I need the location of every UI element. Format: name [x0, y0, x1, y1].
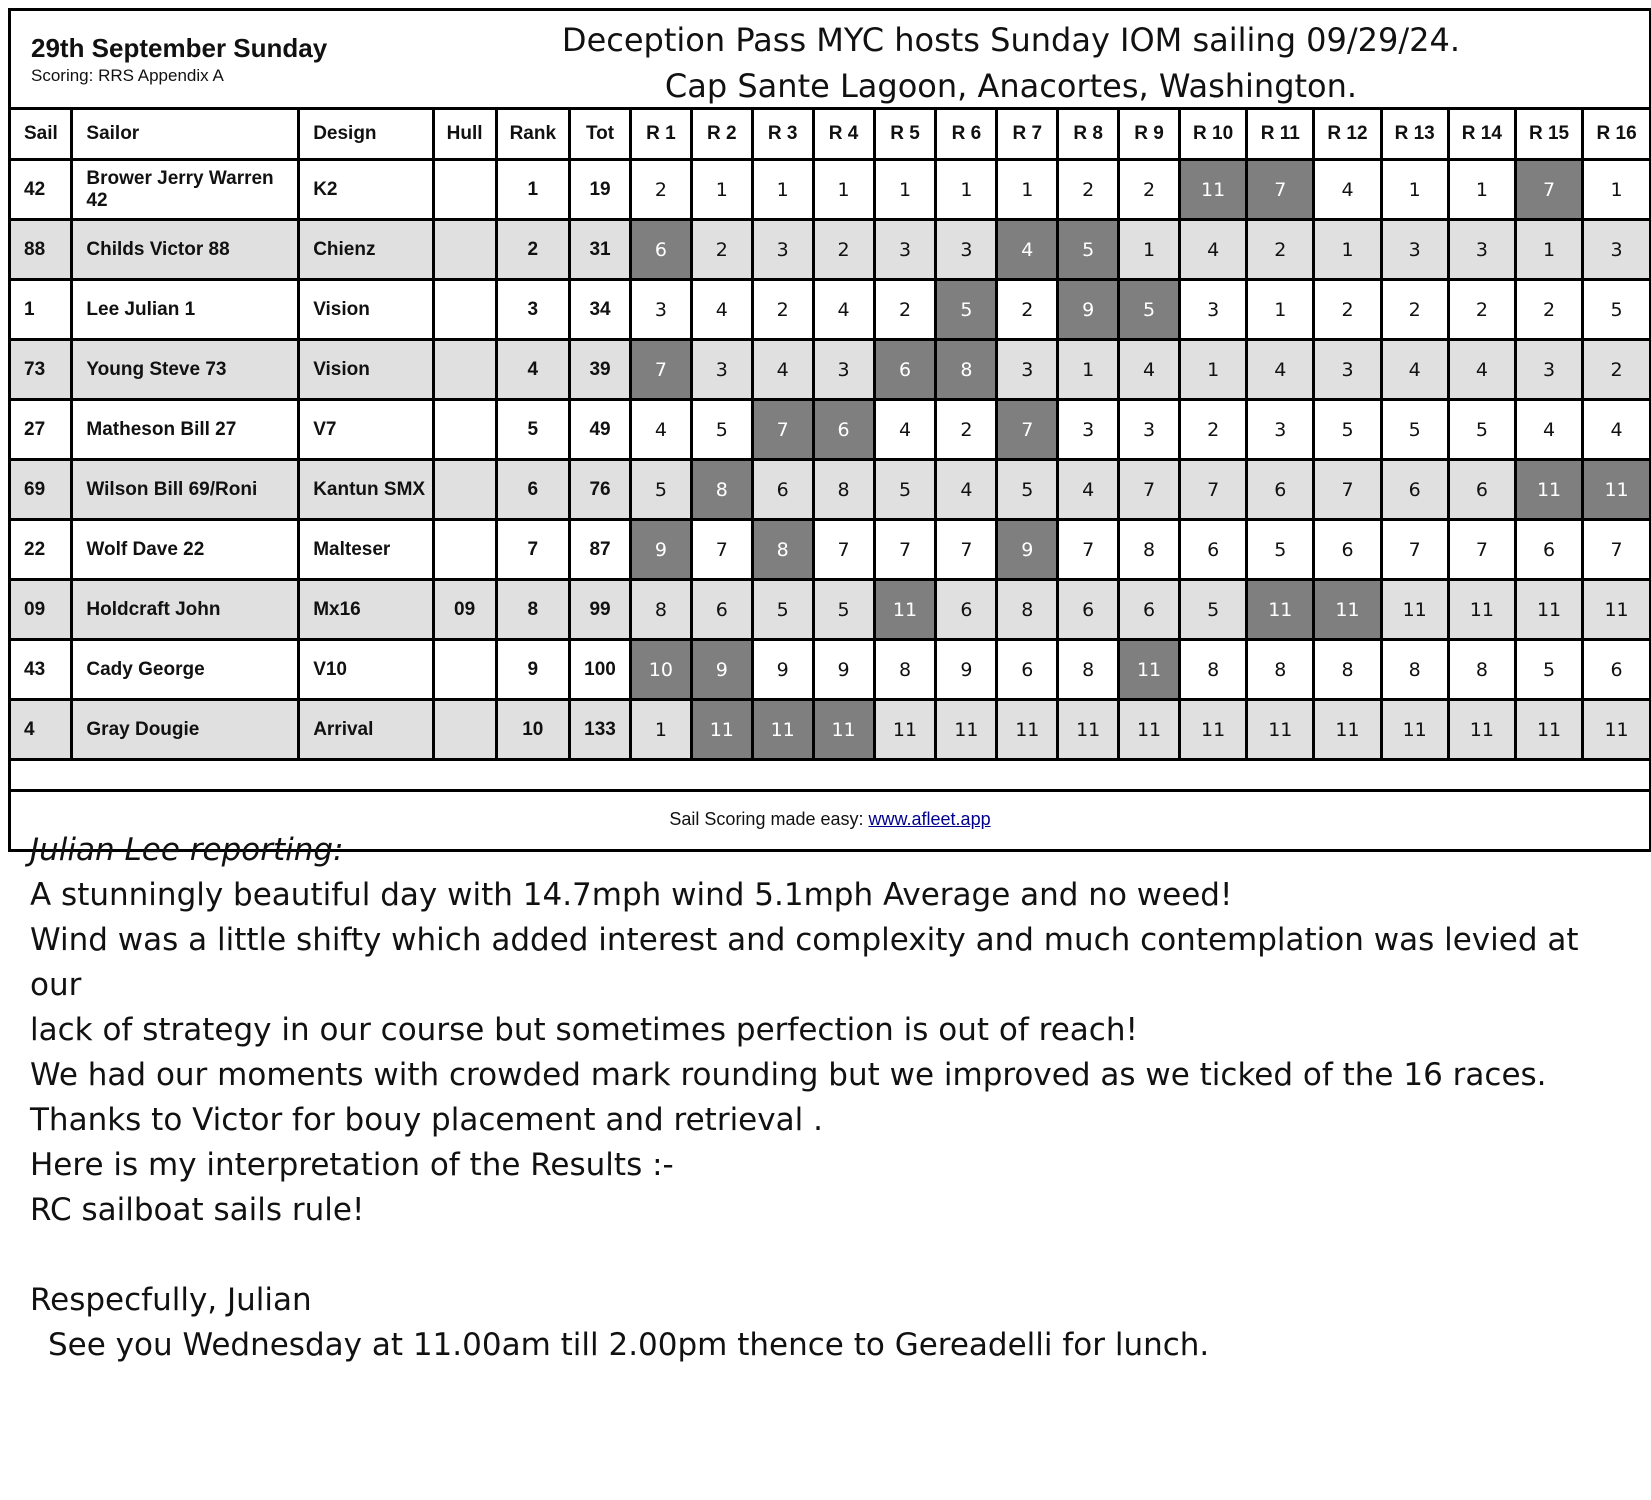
- race-score: 6: [691, 580, 752, 640]
- race-score: 8: [630, 580, 691, 640]
- race-score: 6: [936, 580, 997, 640]
- table-row: [11, 520, 1649, 580]
- total-cell: 31: [570, 220, 631, 280]
- race-score: 4: [752, 340, 813, 400]
- race-score: 2: [1583, 340, 1649, 400]
- race-score: 3: [1515, 340, 1582, 400]
- sailor-cell: Holdcraft John: [72, 580, 299, 640]
- race-score: 11: [1515, 700, 1582, 760]
- column-header: R 13: [1381, 109, 1448, 160]
- discarded-race-score: 11: [1314, 580, 1381, 640]
- race-report: [30, 828, 1630, 1368]
- race-score: 8: [1247, 640, 1314, 700]
- race-score: 1: [813, 160, 874, 220]
- rank-cell: 6: [496, 460, 570, 520]
- race-score: 6: [752, 460, 813, 520]
- race-score: 11: [997, 700, 1058, 760]
- column-header: Sailor: [72, 109, 299, 160]
- race-score: 1: [1381, 160, 1448, 220]
- results-sheet: [8, 8, 1651, 852]
- race-score: 9: [936, 640, 997, 700]
- column-header: Design: [299, 109, 433, 160]
- column-header: Tot: [570, 109, 631, 160]
- column-header: R 1: [630, 109, 691, 160]
- race-score: 5: [997, 460, 1058, 520]
- race-score: 5: [1381, 400, 1448, 460]
- race-score: 11: [1058, 700, 1119, 760]
- race-score: 5: [752, 580, 813, 640]
- rank-cell: 10: [496, 700, 570, 760]
- race-score: 1: [1247, 280, 1314, 340]
- race-score: 7: [874, 520, 936, 580]
- race-score: 3: [1180, 280, 1247, 340]
- race-score: 4: [874, 400, 936, 460]
- race-score: 1: [630, 700, 691, 760]
- sailor-cell: Young Steve 73: [72, 340, 299, 400]
- discarded-race-score: 11: [752, 700, 813, 760]
- sailor-cell: Childs Victor 88: [72, 220, 299, 280]
- column-header: R 3: [752, 109, 813, 160]
- race-score: 1: [997, 160, 1058, 220]
- discarded-race-score: 10: [630, 640, 691, 700]
- race-score: 3: [997, 340, 1058, 400]
- report-line: Here is my interpretation of the Results :-: [30, 1147, 674, 1183]
- column-header: Hull: [433, 109, 496, 160]
- race-score: 11: [1515, 580, 1582, 640]
- race-score: 11: [1314, 700, 1381, 760]
- rank-cell: 3: [496, 280, 570, 340]
- report-line: RC sailboat sails rule!: [30, 1192, 365, 1228]
- race-score: 6: [1058, 580, 1119, 640]
- race-score: 4: [1058, 460, 1119, 520]
- discarded-race-score: 7: [1515, 160, 1582, 220]
- race-score: 2: [936, 400, 997, 460]
- discarded-race-score: 5: [936, 280, 997, 340]
- race-score: 5: [630, 460, 691, 520]
- race-score: 8: [1058, 640, 1119, 700]
- column-header: Rank: [496, 109, 570, 160]
- rank-cell: 4: [496, 340, 570, 400]
- race-score: 4: [936, 460, 997, 520]
- hull-cell: [433, 640, 496, 700]
- column-header: R 9: [1119, 109, 1180, 160]
- race-score: 6: [1583, 640, 1649, 700]
- race-score: 1: [752, 160, 813, 220]
- event-title: [531, 17, 1491, 109]
- race-score: 5: [1314, 400, 1381, 460]
- race-score: 7: [813, 520, 874, 580]
- sailor-cell: Cady George: [72, 640, 299, 700]
- race-score: 6: [997, 640, 1058, 700]
- hull-cell: [433, 340, 496, 400]
- race-score: 4: [813, 280, 874, 340]
- design-cell: K2: [299, 160, 433, 220]
- rank-cell: 5: [496, 400, 570, 460]
- race-score: 3: [752, 220, 813, 280]
- rank-cell: 9: [496, 640, 570, 700]
- race-score: 2: [1448, 280, 1515, 340]
- rank-cell: 2: [496, 220, 570, 280]
- table-row: [11, 580, 1649, 640]
- race-score: 3: [1058, 400, 1119, 460]
- scoring-system: Scoring: RRS Appendix A: [31, 66, 224, 85]
- total-cell: 49: [570, 400, 631, 460]
- column-header: Sail: [11, 109, 72, 160]
- column-header: R 8: [1058, 109, 1119, 160]
- race-score: 5: [1448, 400, 1515, 460]
- race-score: 6: [1180, 520, 1247, 580]
- table-row: [11, 160, 1649, 220]
- race-score: 5: [1583, 280, 1649, 340]
- report-closing: See you Wednesday at 11.00am till 2.00pm thence to Gereadelli for lunch.: [48, 1327, 1210, 1363]
- column-header: R 5: [874, 109, 936, 160]
- race-score: 11: [874, 700, 936, 760]
- race-score: 7: [1583, 520, 1649, 580]
- race-score: 8: [1314, 640, 1381, 700]
- sail-cell: 1: [11, 280, 72, 340]
- column-header: R 6: [936, 109, 997, 160]
- race-score: 5: [1247, 520, 1314, 580]
- sail-cell: 88: [11, 220, 72, 280]
- table-row: [11, 220, 1649, 280]
- race-score: 5: [813, 580, 874, 640]
- hull-cell: [433, 220, 496, 280]
- discarded-race-score: 5: [1119, 280, 1180, 340]
- sailor-cell: Gray Dougie: [72, 700, 299, 760]
- event-title-line-2: Cap Sante Lagoon, Anacortes, Washington.: [664, 67, 1358, 105]
- race-score: 3: [874, 220, 936, 280]
- race-score: 11: [1381, 580, 1448, 640]
- race-score: 1: [1515, 220, 1582, 280]
- event-title-line-1: Deception Pass MYC hosts Sunday IOM sailing 09/29/24.: [561, 21, 1461, 59]
- race-score: 11: [936, 700, 997, 760]
- race-score: 2: [1515, 280, 1582, 340]
- race-score: 8: [1448, 640, 1515, 700]
- discarded-race-score: 7: [1247, 160, 1314, 220]
- race-score: 11: [1448, 580, 1515, 640]
- race-score: 3: [1448, 220, 1515, 280]
- sail-cell: 42: [11, 160, 72, 220]
- hull-cell: [433, 400, 496, 460]
- race-score: 2: [813, 220, 874, 280]
- table-row: [11, 280, 1649, 340]
- discarded-race-score: 8: [936, 340, 997, 400]
- column-header: R 10: [1180, 109, 1247, 160]
- total-cell: 100: [570, 640, 631, 700]
- sail-cell: 22: [11, 520, 72, 580]
- rank-cell: 7: [496, 520, 570, 580]
- discarded-race-score: 9: [1058, 280, 1119, 340]
- sailor-cell: Wolf Dave 22: [72, 520, 299, 580]
- race-score: 7: [1448, 520, 1515, 580]
- design-cell: Arrival: [299, 700, 433, 760]
- column-header: R 12: [1314, 109, 1381, 160]
- race-score: 4: [1583, 400, 1649, 460]
- race-score: 8: [1180, 640, 1247, 700]
- total-cell: 34: [570, 280, 631, 340]
- race-score: 7: [936, 520, 997, 580]
- race-score: 7: [1180, 460, 1247, 520]
- table-row: [11, 640, 1649, 700]
- design-cell: Mx16: [299, 580, 433, 640]
- race-score: 11: [1381, 700, 1448, 760]
- discarded-race-score: 6: [813, 400, 874, 460]
- discarded-race-score: 11: [813, 700, 874, 760]
- race-score: 2: [1314, 280, 1381, 340]
- table-row: [11, 340, 1649, 400]
- table-row: [11, 700, 1649, 760]
- discarded-race-score: 9: [997, 520, 1058, 580]
- sail-cell: 09: [11, 580, 72, 640]
- discarded-race-score: 4: [997, 220, 1058, 280]
- discarded-race-score: 5: [1058, 220, 1119, 280]
- race-score: 8: [813, 460, 874, 520]
- results-body: [11, 160, 1649, 760]
- sailor-cell: Brower Jerry Warren 42: [72, 160, 299, 220]
- race-score: 3: [691, 340, 752, 400]
- report-intro: Julian Lee reporting:: [30, 832, 344, 868]
- results-table: [11, 107, 1649, 761]
- discarded-race-score: 11: [1247, 580, 1314, 640]
- discarded-race-score: 7: [997, 400, 1058, 460]
- race-score: 3: [813, 340, 874, 400]
- race-score: 3: [1119, 400, 1180, 460]
- race-score: 4: [1381, 340, 1448, 400]
- race-score: 2: [1247, 220, 1314, 280]
- sail-cell: 43: [11, 640, 72, 700]
- discarded-race-score: 11: [691, 700, 752, 760]
- race-score: 11: [1448, 700, 1515, 760]
- race-score: 7: [1314, 460, 1381, 520]
- discarded-race-score: 7: [630, 340, 691, 400]
- report-body: [30, 873, 1630, 1233]
- race-score: 4: [1515, 400, 1582, 460]
- report-line: A stunningly beautiful day with 14.7mph wind 5.1mph Average and no weed!: [30, 877, 1233, 913]
- race-score: 2: [1381, 280, 1448, 340]
- report-signoff: Respecfully, Julian: [30, 1282, 312, 1318]
- total-cell: 99: [570, 580, 631, 640]
- race-score: 6: [1515, 520, 1582, 580]
- race-score: 11: [1247, 700, 1314, 760]
- design-cell: V10: [299, 640, 433, 700]
- event-date: 29th September Sunday: [31, 33, 328, 63]
- column-header: R 4: [813, 109, 874, 160]
- rank-cell: 8: [496, 580, 570, 640]
- column-header: R 2: [691, 109, 752, 160]
- race-score: 3: [1583, 220, 1649, 280]
- race-score: 2: [691, 220, 752, 280]
- report-line: Wind was a little shifty which added interest and complexity and much contemplation was levied at our: [30, 922, 1579, 1003]
- report-line: Thanks to Victor for bouy placement and retrieval .: [30, 1102, 823, 1138]
- race-score: 7: [691, 520, 752, 580]
- race-score: 7: [1058, 520, 1119, 580]
- race-score: 6: [1381, 460, 1448, 520]
- hull-cell: [433, 520, 496, 580]
- race-score: 9: [813, 640, 874, 700]
- race-score: 1: [1180, 340, 1247, 400]
- footer-text: Sail Scoring made easy:: [669, 809, 869, 829]
- discarded-race-score: 11: [1119, 640, 1180, 700]
- race-score: 2: [1119, 160, 1180, 220]
- design-cell: Vision: [299, 280, 433, 340]
- total-cell: 76: [570, 460, 631, 520]
- race-score: 1: [1119, 220, 1180, 280]
- sail-cell: 27: [11, 400, 72, 460]
- rank-cell: 1: [496, 160, 570, 220]
- race-score: 3: [630, 280, 691, 340]
- race-score: 8: [874, 640, 936, 700]
- design-cell: Malteser: [299, 520, 433, 580]
- discarded-race-score: 11: [1180, 160, 1247, 220]
- race-score: 4: [1180, 220, 1247, 280]
- design-cell: Vision: [299, 340, 433, 400]
- race-score: 2: [1058, 160, 1119, 220]
- race-score: 9: [752, 640, 813, 700]
- hull-cell: [433, 460, 496, 520]
- total-cell: 133: [570, 700, 631, 760]
- column-header: R 16: [1583, 109, 1649, 160]
- race-score: 11: [1583, 700, 1649, 760]
- sail-cell: 4: [11, 700, 72, 760]
- discarded-race-score: 7: [752, 400, 813, 460]
- design-cell: V7: [299, 400, 433, 460]
- discarded-race-score: 8: [691, 460, 752, 520]
- table-row: [11, 400, 1649, 460]
- race-score: 3: [1381, 220, 1448, 280]
- race-score: 3: [1247, 400, 1314, 460]
- race-score: 11: [1119, 700, 1180, 760]
- total-cell: 19: [570, 160, 631, 220]
- sailor-cell: Matheson Bill 27: [72, 400, 299, 460]
- afleet-link[interactable]: www.afleet.app: [868, 809, 991, 829]
- discarded-race-score: 11: [1515, 460, 1582, 520]
- hull-cell: 09: [433, 580, 496, 640]
- hull-cell: [433, 280, 496, 340]
- race-score: 4: [1448, 340, 1515, 400]
- hull-cell: [433, 160, 496, 220]
- race-score: 2: [630, 160, 691, 220]
- race-score: 7: [1381, 520, 1448, 580]
- race-score: 1: [1448, 160, 1515, 220]
- race-score: 1: [1058, 340, 1119, 400]
- race-score: 2: [1180, 400, 1247, 460]
- report-line: lack of strategy in our course but sometimes perfection is out of reach!: [30, 1012, 1138, 1048]
- race-score: 5: [691, 400, 752, 460]
- table-header-row: [11, 109, 1649, 160]
- race-score: 1: [1583, 160, 1649, 220]
- race-score: 8: [1119, 520, 1180, 580]
- column-header: R 7: [997, 109, 1058, 160]
- column-header: R 15: [1515, 109, 1582, 160]
- race-score: 6: [1314, 520, 1381, 580]
- race-score: 6: [1119, 580, 1180, 640]
- sail-cell: 69: [11, 460, 72, 520]
- total-cell: 39: [570, 340, 631, 400]
- race-score: 5: [1180, 580, 1247, 640]
- race-score: 6: [1247, 460, 1314, 520]
- race-score: 2: [997, 280, 1058, 340]
- hull-cell: [433, 700, 496, 760]
- discarded-race-score: 6: [874, 340, 936, 400]
- design-cell: Kantun SMX: [299, 460, 433, 520]
- report-line: We had our moments with crowded mark rounding but we improved as we ticked of the 16 races.: [30, 1057, 1547, 1093]
- sail-cell: 73: [11, 340, 72, 400]
- race-score: 6: [1448, 460, 1515, 520]
- race-score: 3: [936, 220, 997, 280]
- sailor-cell: Wilson Bill 69/Roni: [72, 460, 299, 520]
- design-cell: Chienz: [299, 220, 433, 280]
- race-score: 8: [997, 580, 1058, 640]
- race-score: 1: [874, 160, 936, 220]
- race-score: 7: [1119, 460, 1180, 520]
- race-score: 1: [691, 160, 752, 220]
- sailor-cell: Lee Julian 1: [72, 280, 299, 340]
- race-score: 4: [1314, 160, 1381, 220]
- discarded-race-score: 6: [630, 220, 691, 280]
- race-score: 5: [1515, 640, 1582, 700]
- race-score: 2: [752, 280, 813, 340]
- total-cell: 87: [570, 520, 631, 580]
- discarded-race-score: 9: [630, 520, 691, 580]
- race-score: 4: [1247, 340, 1314, 400]
- race-score: 11: [1583, 580, 1649, 640]
- column-header: R 11: [1247, 109, 1314, 160]
- race-score: 11: [1180, 700, 1247, 760]
- race-score: 5: [874, 460, 936, 520]
- sheet-header-left: [31, 33, 327, 86]
- race-score: 1: [1314, 220, 1381, 280]
- column-header: R 14: [1448, 109, 1515, 160]
- race-score: 1: [936, 160, 997, 220]
- race-score: 2: [874, 280, 936, 340]
- report-spacer: [30, 1233, 1630, 1278]
- discarded-race-score: 11: [1583, 460, 1649, 520]
- table-row: [11, 460, 1649, 520]
- race-score: 3: [1314, 340, 1381, 400]
- discarded-race-score: 8: [752, 520, 813, 580]
- race-score: 4: [1119, 340, 1180, 400]
- race-score: 4: [691, 280, 752, 340]
- race-score: 4: [630, 400, 691, 460]
- discarded-race-score: 11: [874, 580, 936, 640]
- discarded-race-score: 9: [691, 640, 752, 700]
- race-score: 8: [1381, 640, 1448, 700]
